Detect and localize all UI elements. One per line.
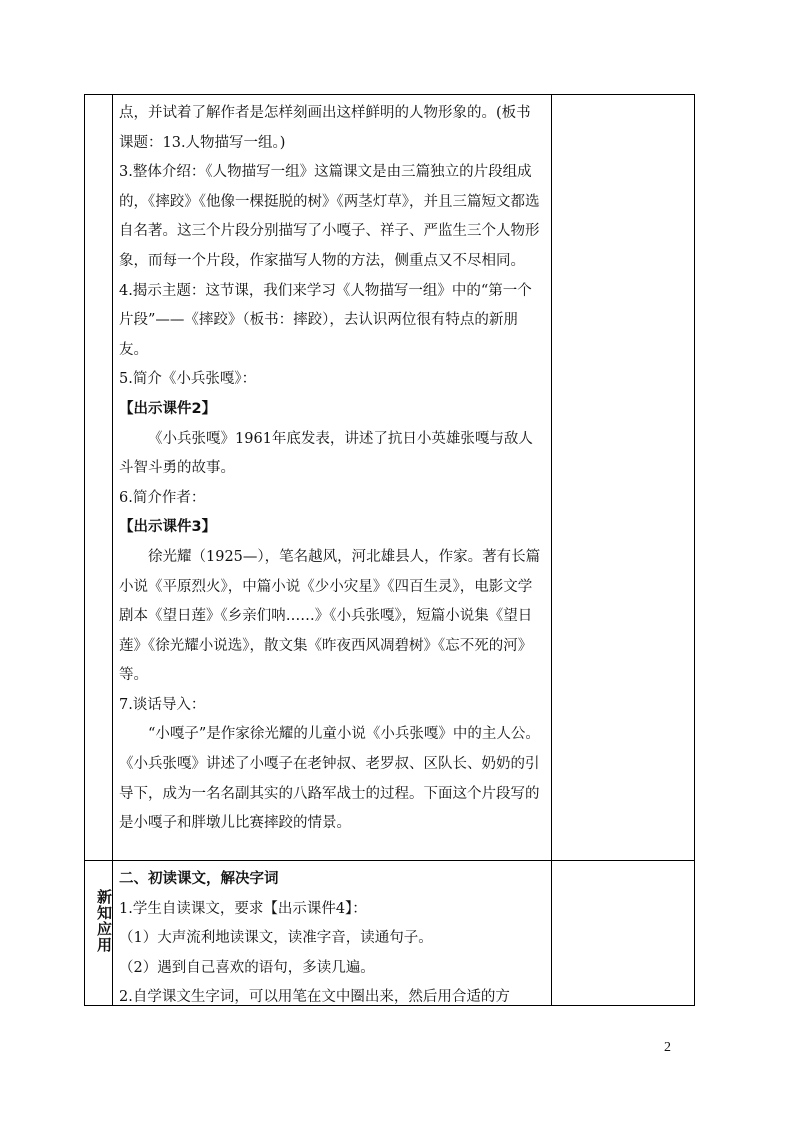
paragraph: 5.简介《小兵张嘎》：	[119, 371, 257, 388]
table-row	[85, 861, 694, 1005]
notes-cell	[551, 861, 694, 1005]
teaching-content-cell	[119, 95, 544, 860]
paragraph: “小嘎子”是作家徐光耀的儿童小说《小兵张嘎》中的主人公。《小兵张嘎》讲述了小嘎子在老钟叔、老罗叔、区队长、奶奶的引导下，成为一名名副其实的八路军战士的过程。下面这个片段写的是小嘎子和胖墩儿比赛摔跤的情景。	[119, 726, 540, 832]
paragraph: 3.整体介绍：《人物描写一组》这篇课文是由三篇独立的片段组成的，《摔跤》《他像一棵挺脱的树》《两茎灯草》，并且三篇短文都选自名著。这三个片段分别描写了小嘎子、祥子、严监生三个人物形象，而每一个片段，作家描写人物的方法，侧重点又不尽相同。	[119, 164, 540, 269]
notes-cell	[551, 95, 694, 860]
paragraph: 【出示课件2】	[119, 400, 217, 417]
section-label-cell	[85, 95, 113, 860]
paragraph: 点，并试着了解作者是怎样刻画出这样鲜明的人物形象的。(板书课题：13.人物描写一组。)	[119, 105, 531, 151]
section-label-cell	[85, 861, 113, 1005]
paragraph: 徐光耀（1925—），笔名越风，河北雄县人，作家。著有长篇小说《平原烈火》，中篇小说《少小灾星》《四百生灵》，电影文学剧本《望日莲》《乡亲们呐……》《小兵张嘎》，短篇小说集《望日莲》《徐光耀小说选》，散文集《昨夜西风凋碧树》《忘不死的河》等。	[119, 548, 541, 684]
paragraph: 4.揭示主题：这节课，我们来学习《人物描写一组》中的“第一个片段”——《摔跤》（板书：摔跤），去认识两位很有特点的新朋友。	[119, 282, 532, 358]
paragraph: 1.学生自读课文，要求【出示课件4】：	[119, 900, 367, 917]
paragraph: 二、初读课文，解决字词	[119, 871, 279, 887]
paragraph: （2）遇到自己喜欢的语句，多读几遍。	[119, 959, 375, 976]
paragraph: （1）大声流利地读课文，读准字音，读通句子。	[119, 930, 433, 947]
page-number: 2	[664, 1040, 671, 1055]
table-row	[85, 95, 694, 861]
teaching-content-cell	[119, 861, 544, 1005]
paragraph: 2.自学课文生字词，可以用笔在文中圈出来，然后用合适的方	[119, 989, 510, 1006]
paragraph: 【出示课件3】	[119, 519, 217, 536]
section-label: 新知应用	[95, 889, 113, 953]
paragraph: 7.谈话导入：	[119, 696, 206, 713]
lesson-table	[84, 94, 695, 1006]
paragraph: 6.简介作者：	[119, 489, 206, 506]
paragraph: 《小兵张嘎》1961年底发表，讲述了抗日小英雄张嘎与敌人斗智斗勇的故事。	[119, 430, 533, 477]
